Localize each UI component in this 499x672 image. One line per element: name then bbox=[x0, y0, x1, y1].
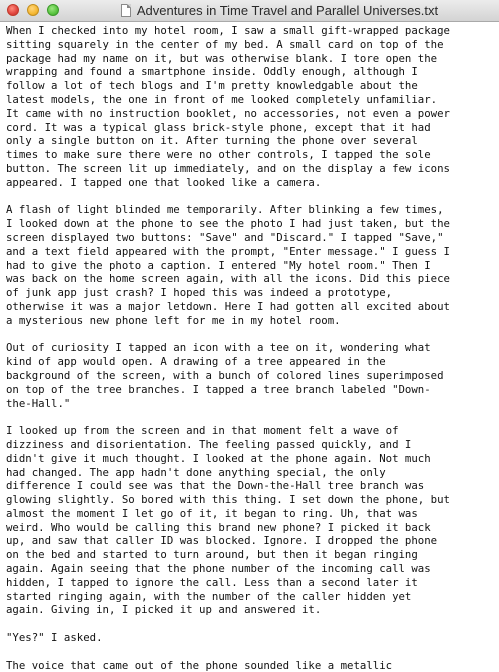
text-line: and a text field appeared with the prompt, "Enter message." I guess I bbox=[6, 244, 450, 258]
text-line: almost the moment I let go of it, it began to ring. Uh, that was bbox=[6, 506, 418, 520]
window-title: Adventures in Time Travel and Parallel Universes.txt bbox=[136, 3, 439, 18]
text-line: didn't give it much thought. I looked at the phone again. Not much bbox=[6, 451, 431, 465]
text-line: I looked up from the screen and in that moment felt a wave of bbox=[6, 424, 399, 438]
text-line: had to give the photo a caption. I entered "My hotel room." Then I bbox=[6, 258, 431, 272]
text-line: times to make sure there were no other controls, I tapped the sole bbox=[6, 148, 431, 162]
text-line: hidden, I tapped to ignore the call. Less than a second later it bbox=[6, 575, 418, 589]
minimize-window-button[interactable] bbox=[27, 4, 39, 16]
text-line: screen displayed two buttons: "Save" and "Discard." I tapped "Save," bbox=[6, 230, 444, 244]
text-line: cord. It was a typical glass brick-style phone, except that it had bbox=[6, 120, 431, 134]
zoom-window-button[interactable] bbox=[47, 4, 59, 16]
text-line: started ringing again, with the number of the caller hidden yet bbox=[6, 589, 412, 603]
text-line: appeared. I tapped one that looked like a camera. bbox=[6, 175, 322, 189]
title-bar[interactable] bbox=[0, 0, 499, 22]
document-text-area[interactable] bbox=[0, 22, 499, 672]
text-line: again. Again seeing that the phone number of the incoming call was bbox=[6, 562, 431, 576]
text-line: the-Hall." bbox=[6, 396, 71, 410]
text-line: wrapping and found a smartphone inside. Oddly enough, although I bbox=[6, 65, 418, 79]
text-line: up, and saw that caller ID was blocked. Ignore. I dropped the phone bbox=[6, 534, 438, 548]
text-line: button. The screen lit up immediately, and on the display a few icons bbox=[6, 161, 450, 175]
document-paragraph bbox=[6, 659, 493, 672]
text-line: latest models, the one in front of me looked completely unfamiliar. bbox=[6, 92, 438, 106]
text-line: "Yes?" I asked. bbox=[6, 631, 103, 645]
text-line: glowing slightly. So bored with this thing. I set down the phone, but bbox=[6, 493, 450, 507]
text-line: When I checked into my hotel room, I saw a small gift-wrapped package bbox=[6, 24, 450, 37]
text-line: again. Giving in, I picked it up and answered it. bbox=[6, 603, 322, 617]
text-document-icon[interactable] bbox=[121, 4, 131, 17]
text-line: dizziness and disorientation. The feeling passed quickly, and I bbox=[6, 437, 412, 451]
text-line: It came with no instruction booklet, no accessories, not even a power bbox=[6, 106, 450, 120]
text-line: had changed. The app hadn't done anything special, the only bbox=[6, 465, 386, 479]
text-line: Out of curiosity I tapped an icon with a tee on it, wondering what bbox=[6, 341, 431, 355]
text-line: otherwise it was a major letdown. Here I had gotten all excited about bbox=[6, 299, 450, 313]
document-paragraph bbox=[6, 424, 493, 617]
text-line: only a single button on it. After turning the phone over several bbox=[6, 134, 418, 148]
title-wrap bbox=[70, 0, 489, 21]
text-line: weird. Who would be calling this brand new phone? I picked it back bbox=[6, 520, 431, 534]
text-line: kind of app would open. A drawing of a tree appeared in the bbox=[6, 355, 386, 369]
text-line: difference I could see was that the Down-the-Hall tree branch was bbox=[6, 479, 425, 493]
text-line: a mysterious new phone left for me in my hotel room. bbox=[6, 313, 341, 327]
text-line: sitting squarely in the center of my bed. A small card on top of the bbox=[6, 37, 444, 51]
text-line: package had my name on it, but was otherwise blank. I tore open the bbox=[6, 51, 438, 65]
text-line: background of the screen, with a bunch of colored lines superimposed bbox=[6, 368, 444, 382]
text-line: on top of the tree branches. I tapped a tree branch labeled "Down- bbox=[6, 382, 431, 396]
text-line: The voice that came out of the phone sounded like a metallic bbox=[6, 658, 393, 672]
text-line: I looked down at the phone to see the photo I had just taken, but the bbox=[6, 217, 450, 231]
document-paragraph bbox=[6, 631, 493, 645]
text-line: on the bed and started to turn around, but then it began ringing bbox=[6, 548, 418, 562]
document-paragraph bbox=[6, 24, 493, 190]
document-paragraph bbox=[6, 341, 493, 410]
text-line: follow a lot of tech blogs and I'm pretty knowledgable about the bbox=[6, 79, 418, 93]
text-line: A flash of light blinded me temporarily. After blinking a few times, bbox=[6, 203, 444, 217]
document-paragraph bbox=[6, 203, 493, 327]
text-line: of junk app just crash? I hoped this was indeed a prototype, bbox=[6, 286, 393, 300]
text-line: was back on the home screen again, with all the icons. Did this piece bbox=[6, 272, 450, 286]
close-window-button[interactable] bbox=[7, 4, 19, 16]
